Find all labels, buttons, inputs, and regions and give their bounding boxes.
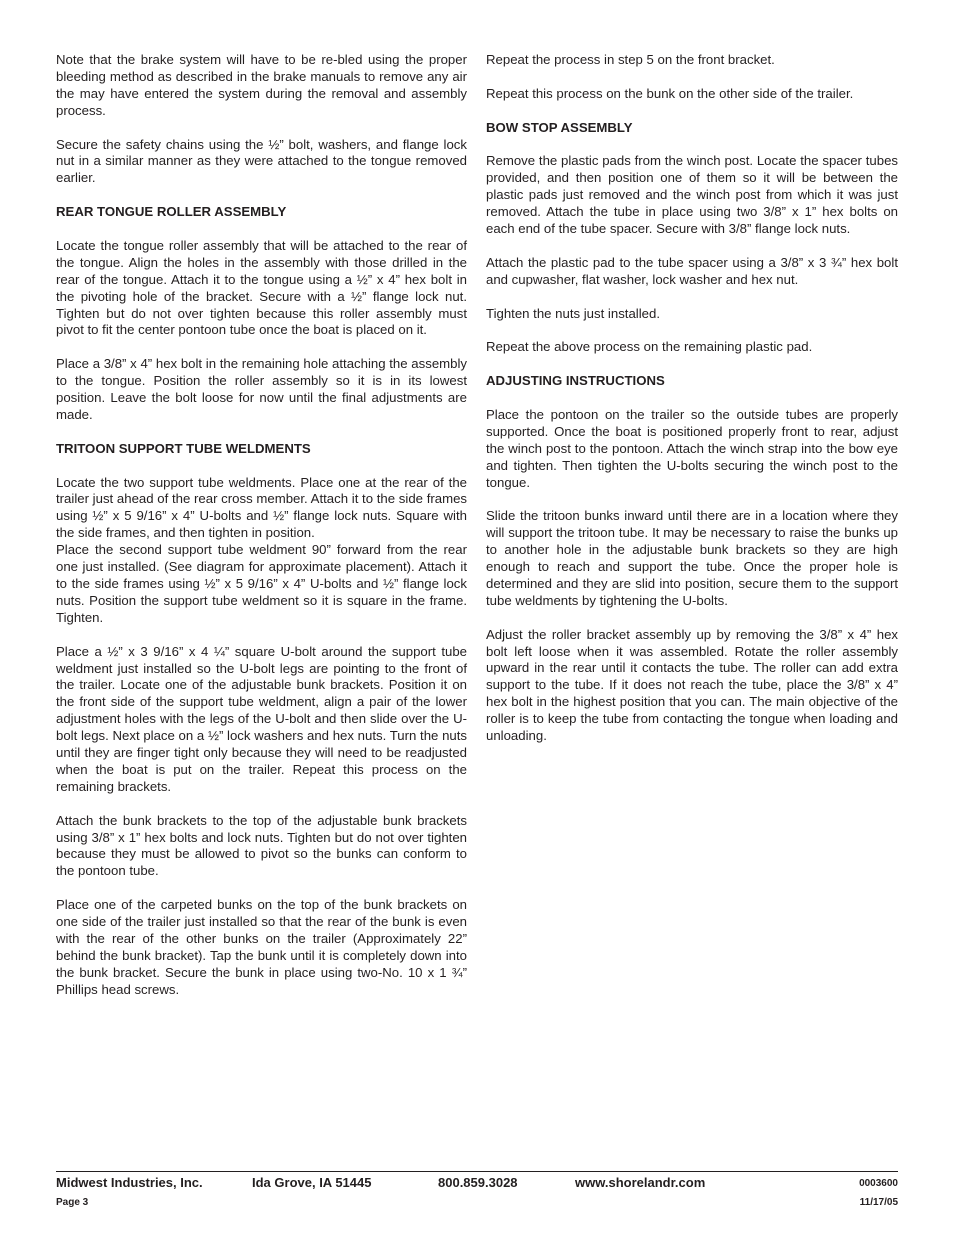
adjusting-instructions-heading: ADJUSTING INSTRUCTIONS — [486, 373, 665, 389]
roller-bracket-paragraph: Adjust the roller bracket assembly up by removing the 3/8” x 4” hex bolt left loose when it was assembled. Rotate the roller assembly upward in the rear until it contacts the tube. The roller can add extra support to the tube. If it does not reach the tube, place the 3/8” x 4” hex bolt in the highest position that you can. The main objective of the roller is to keep the tube from contacting the tongue when loading and unloading. — [486, 626, 898, 744]
bunk-brackets-paragraph: Attach the bunk brackets to the top of the adjustable bunk brackets using 3/8” x 1” hex bolts and lock nuts. Tighten but do not over tighten because they must be allowed to pivot so the bunks can conform to the pontoon tube. — [56, 812, 467, 879]
safety-chains-paragraph: Secure the safety chains using the ½” bolt, washers, and flange lock nut in a similar manner as they were attached to the tongue removed earlier. — [56, 136, 467, 186]
rear-tongue-roller-heading: REAR TONGUE ROLLER ASSEMBLY — [56, 204, 287, 220]
footer-divider — [56, 1171, 898, 1172]
right-column — [486, 52, 898, 762]
footer-company: Midwest Industries, Inc. — [56, 1175, 203, 1190]
support-tube-paragraph-2: Place the second support tube weldment 90” forward from the rear one just installed. (See diagram for approximate placement). Attach it to the side frames using ½” x 5 9/16” x 4” U-bolts and ½” flange lock nuts. Position the support tube weldment so it is square in the frame. Tighten. — [56, 542, 467, 625]
tritoon-support-heading: TRITOON SUPPORT TUBE WELDMENTS — [56, 440, 311, 456]
footer-doc-number: 0003600 — [859, 1178, 898, 1189]
roller-bolt-paragraph: Place a 3/8” x 4” hex bolt in the remaining hole attaching the assembly to the tongue. Position the roller assembly so it is in its lowest position. Leave the bolt loose for now until the final adjustments are made. — [56, 356, 467, 422]
u-bolt-paragraph: Place a ½” x 3 9/16” x 4 ¼” square U-bolt around the support tube weldment just installed so the U-bolt legs are pointing to the front of the trailer. Locate one of the adjustable bunk brackets. Position it on the front side of the support tube weldment, align a pair of the lower adjustment holes with the legs of the U-bolt and then slide over the U-bolt legs. Next place on a ½” lock washers and hex nuts. Turn the nuts until they are finger tight only because they will need to be readjusted when the boat is put on the trailer. Repeat this process on the remaining brackets. — [56, 643, 467, 794]
pontoon-placement-paragraph: Place the pontoon on the trailer so the outside tubes are properly supported. Once the boat is positioned properly front to rear, adjust the winch post to the pontoon. Attach the winch strap into the bow eye and tighten. Then tighten the U-bolts securing the winch post to the tongue. — [486, 406, 898, 490]
plastic-pad-attach-paragraph: Attach the plastic pad to the tube spacer using a 3/8” x 3 ¾” hex bolt and cupwasher, flat washer, lock washer and hex nut. — [486, 254, 898, 287]
plastic-pads-paragraph: Remove the plastic pads from the winch post. Locate the spacer tubes provided, and then position one of them so it will be between the plastic pads just removed and the winch post from which it was just removed. Attach the tube in place using two 3/8” x 1” hex bolts on each end of the tube spacer. Secure with 3/8” flange lock nuts. — [486, 153, 898, 237]
tongue-roller-paragraph: Locate the tongue roller assembly that will be attached to the rear of the tongue. Align the holes in the assembly with those drilled in the rear of the tongue. Attach it to the tongue using a ½” x 4” hex bolt in the pivoting hole of the bracket. Secure with a ½” flange lock nut. Tighten but do not over tighten because this roller assembly must pivot to fit the center pontoon tube once the boat is placed on it. — [56, 237, 467, 338]
tighten-nuts-paragraph: Tighten the nuts just installed. — [486, 305, 660, 321]
support-tube-paragraph-1: Locate the two support tube weldments. Place one at the rear of the trailer just ahead of the rear cross member. Attach it to the side frames using ½” x 5 9/16” x 4” U-bolts and ½” flange lock nuts. Square with the side frames, and then tighten in position. — [56, 474, 467, 541]
footer-address: Ida Grove, IA 51445 — [252, 1175, 372, 1190]
repeat-remaining-pad-paragraph: Repeat the above process on the remaining plastic pad. — [486, 339, 813, 355]
tritoon-bunks-paragraph: Slide the tritoon bunks inward until there are in a location where they will support the tritoon tube. It may be necessary to raise the bunks up to another hole in the adjustable bunk brackets so they are high enough to reach and support the tube. Once the proper hole is determined and they are slid into position, secure them to the support tube weldments by tightening the U-bolts. — [486, 508, 898, 608]
left-column — [56, 52, 467, 1016]
bow-stop-heading: BOW STOP ASSEMBLY — [486, 119, 633, 135]
footer-page-number: Page 3 — [56, 1197, 89, 1208]
footer-date: 11/17/05 — [859, 1197, 898, 1208]
repeat-front-bracket-paragraph: Repeat the process in step 5 on the front bracket. — [486, 52, 775, 67]
footer-website: www.shorelandr.com — [575, 1175, 706, 1190]
footer-phone: 800.859.3028 — [438, 1175, 518, 1190]
brake-bleeding-note: Note that the brake system will have to be re-bled using the proper bleeding method as described in the brake manuals to remove any air the may have entered the system during the removal and assembly process. — [56, 52, 467, 118]
repeat-other-side-paragraph: Repeat this process on the bunk on the other side of the trailer. — [486, 85, 854, 101]
carpeted-bunks-paragraph: Place one of the carpeted bunks on the top of the bunk brackets on one side of the trailer just installed so that the rear of the bunk is even with the rear of the other bunks on the trailer (Approximately 22” behind the bunk bracket). Tap the bunk until it is completely down into the bunk bracket. Secure the bunk in place using two-No. 10 x 1 ¾” Phillips head screws. — [56, 897, 467, 997]
